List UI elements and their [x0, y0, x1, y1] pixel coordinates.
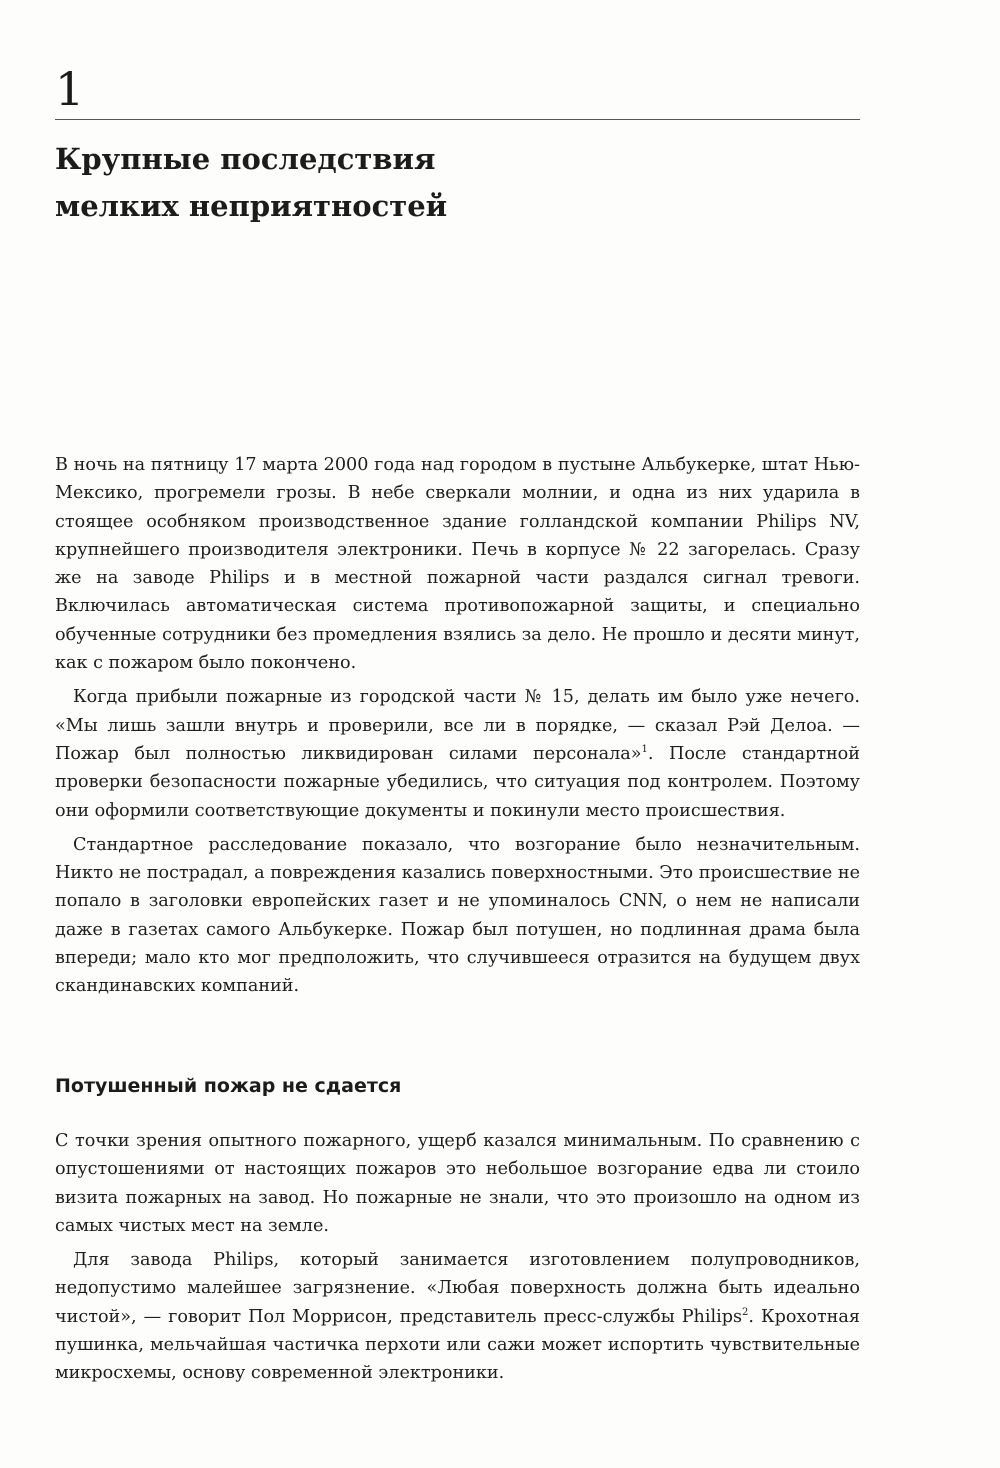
paragraph-3: Стандартное расследование показало, что возгорание было незначительным. Никто не пострадал, а повреждения казались поверхностными. Это происшествие не попало в заголовки европейских газет и не упоминалось CNN, о нем не написали даже в газетах самого Альбукерке. Пожар был потушен, но подлинная драма была впереди; мало кто мог предположить, что случившееся отразится на будущем двух скандинавских компаний.: [55, 834, 860, 997]
chapter-number: 1: [55, 62, 85, 116]
paragraph-4: С точки зрения опытного пожарного, ущерб казался минимальным. По сравнению с опустошениями от настоящих пожаров это небольшое возгорание едва ли стоило визита пожарных на завод. Но пожарные не знали, что это произошло на одном из самых чистых мест на земле.: [55, 1131, 860, 1236]
paragraph-5: [55, 1246, 860, 1387]
chapter-title-line-2: мелких неприятностей: [55, 189, 448, 223]
paragraph-2-text-a: Когда прибыли пожарные из городской части № 15, делать им было уже нечего. «Мы лишь зашли внутрь и проверили, все ли в порядке, — сказал Рэй Делоа. — Пожар был полностью ликвидирован силами персонала»: [55, 687, 860, 764]
footnote-ref-1: 1: [641, 744, 648, 756]
chapter-divider: [55, 119, 860, 120]
chapter-title-line-1: Крупные последствия: [55, 142, 436, 176]
paragraph-2-text-b: . После стандартной проверки безопасности пожарные убедились, что ситуация под контролем. Поэтому они оформили соответствующие документы и покинули место происшествия.: [55, 743, 860, 821]
paragraph-1: В ночь на пятницу 17 марта 2000 года над городом в пустыне Альбукерке, штат Нью-Мексико, прогремели грозы. В небе сверкали молнии, и одна из них ударила в стоящее особняком производственное здание голландской компании Philips NV, крупнейшего производителя электроники. Печь в корпусе № 22 загорелась. Сразу же на заводе Philips и в местной пожарной части раздался сигнал тревоги. Включилась автоматическая система противопожарной защиты, и специально обученные сотрудники без промедления взялись за дело. Не прошло и десяти минут, как с пожаром было покончено.: [55, 455, 860, 674]
second-section: [55, 1127, 860, 1388]
footnote-ref-2: 2: [742, 1306, 749, 1318]
paragraph-5-text-a: Для завода Philips, который занимается изготовлением полупроводников, недопустимо малейшее загрязнение. «Любая поверхность должна быть идеально чистой», — говорит Пол Моррисон, представитель пресс-службы Philips: [55, 1250, 860, 1327]
section-heading: Потушенный пожар не сдается: [55, 1075, 402, 1097]
paragraph-2: [55, 683, 860, 824]
paragraph-5-text-b: . Крохотная пушинка, мельчайшая частичка перхоти или сажи может испортить чувствительные микросхемы, основу современной электроники.: [55, 1306, 860, 1384]
opening-section: [55, 451, 860, 1001]
chapter-title: [55, 136, 860, 230]
